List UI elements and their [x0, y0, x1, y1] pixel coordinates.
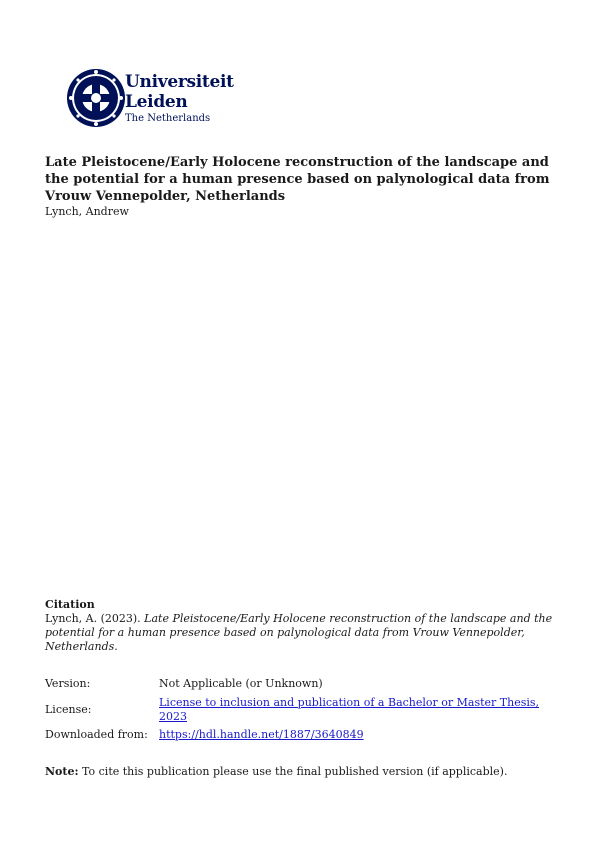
university-logo	[66, 66, 234, 132]
license-label: License:	[45, 703, 92, 716]
university-seal-icon	[66, 66, 126, 130]
citation-body	[45, 612, 553, 654]
license-link-line2[interactable]: 2023	[159, 710, 187, 723]
citation-note	[45, 765, 507, 779]
citation-heading: Citation	[45, 598, 95, 611]
version-label: Version:	[45, 677, 91, 690]
license-link-line1[interactable]: License to inclusion and publication of a Bachelor or Master Thesis,	[159, 696, 540, 709]
logo-name-line1: Universiteit	[125, 72, 234, 92]
note-text: To cite this publication please use the final published version (if applicable).	[78, 765, 508, 778]
note-label: Note:	[45, 765, 79, 778]
license-link[interactable]	[159, 696, 539, 724]
logo-text	[125, 73, 234, 126]
citation-suffix: .	[114, 640, 118, 653]
document-title: Late Pleistocene/Early Holocene reconstruction of the landscape and the potential for a human presence based on palynological data from Vrouw Vennepolder, Netherlands	[45, 155, 550, 204]
logo-name-line2: Leiden	[125, 92, 188, 112]
version-value: Not Applicable (or Unknown)	[159, 677, 323, 690]
handle-link[interactable]: https://hdl.handle.net/1887/3640849	[159, 728, 364, 741]
document-author: Lynch, Andrew	[45, 205, 129, 218]
citation-prefix: Lynch, A. (2023).	[45, 612, 141, 625]
logo-country: The Netherlands	[125, 113, 211, 124]
downloaded-label: Downloaded from:	[45, 728, 148, 741]
citation-title: Late Pleistocene/Early Holocene reconstruction of the landscape and the potential for a human presence based on palynological data from Vrouw Vennepolder, Netherlands	[45, 612, 553, 653]
